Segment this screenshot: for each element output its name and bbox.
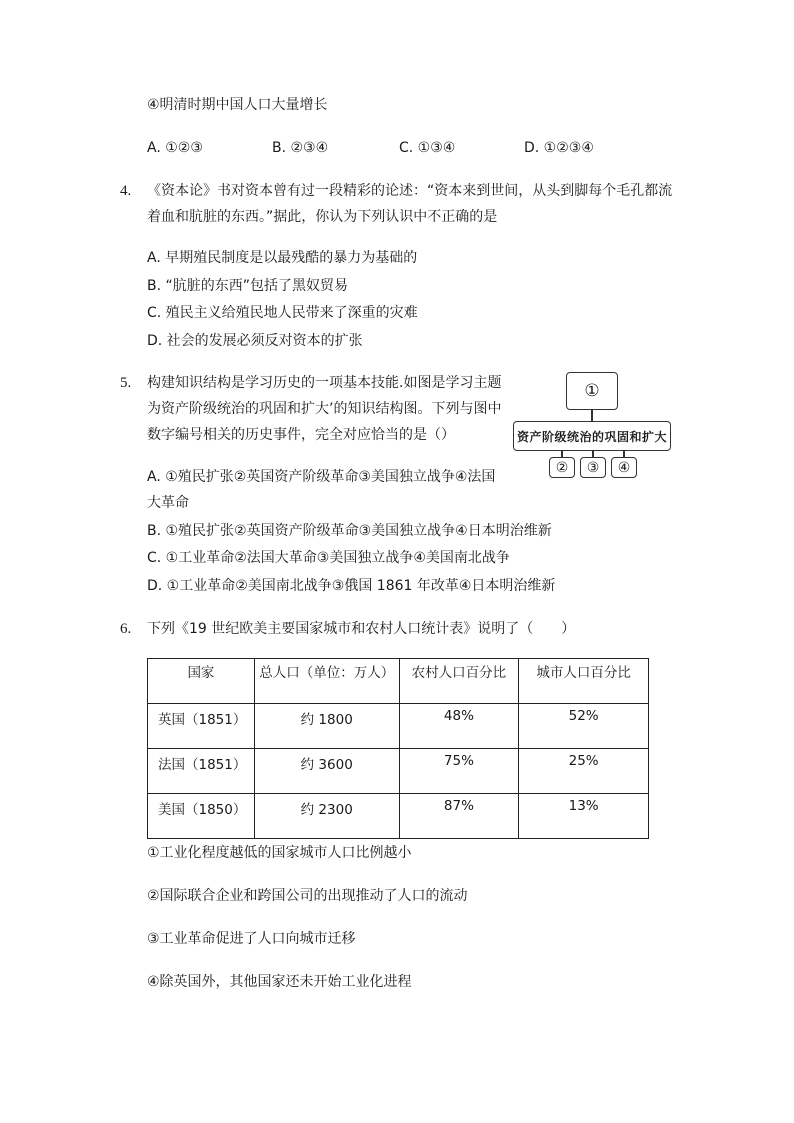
q3-item-4: ④明清时期中国人口大量增长 xyxy=(147,97,328,113)
population-table xyxy=(147,658,649,839)
table-cell: 87% xyxy=(399,794,519,839)
q6-number: 6. xyxy=(120,621,132,637)
table-row xyxy=(148,749,649,794)
q5-option-b[interactable]: B. ①殖民扩张②英国资产阶级革命③美国独立战争④日本明治维新 xyxy=(147,523,552,539)
q5-option-c[interactable]: C. ①工业革命②法国大革命③美国独立战争④美国南北战争 xyxy=(147,550,510,566)
q4-number: 4. xyxy=(120,183,132,199)
diagram-box-2: ② xyxy=(549,457,575,478)
q6-statement-1: ①工业化程度越低的国家城市人口比例越小 xyxy=(147,845,412,861)
q5-option-a-line1[interactable]: A. ①殖民扩张②英国资产阶级革命③美国独立战争④法国 xyxy=(147,469,496,485)
table-header-total: 总人口（单位：万人） xyxy=(254,659,399,704)
table-cell: 法国（1851） xyxy=(148,749,255,794)
q5-stem-line3: 数字编号相关的历史事件，完全对应恰当的是（） xyxy=(147,427,455,443)
table-cell: 约 1800 xyxy=(254,704,399,749)
q5-option-d[interactable]: D. ①工业革命②美国南北战争③俄国 1861 年改革④日本明治维新 xyxy=(147,578,556,594)
table-cell: 75% xyxy=(399,749,519,794)
q6-stem: 下列《19 世纪欧美主要国家城市和农村人口统计表》说明了（ ） xyxy=(147,621,576,637)
table-cell: 25% xyxy=(519,749,649,794)
q3-option-a[interactable]: A. ①②③ xyxy=(147,140,203,156)
table-row xyxy=(148,704,649,749)
table-cell: 美国（1850） xyxy=(148,794,255,839)
diagram-box-4: ④ xyxy=(611,457,637,478)
q5-stem-line2: 为资产阶级统治的巩固和扩大’的知识结构图。下列与图中 xyxy=(147,401,502,417)
table-cell: 约 2300 xyxy=(254,794,399,839)
table-header-rural: 农村人口百分比 xyxy=(399,659,519,704)
q3-option-d[interactable]: D. ①②③④ xyxy=(524,140,594,156)
q5-number: 5. xyxy=(120,375,132,391)
q4-stem-line1: 《资本论》书对资本曾有过一段精彩的论述：“资本来到世间，从头到脚每个毛孔都流 xyxy=(147,183,673,199)
table-header-urban: 城市人口百分比 xyxy=(519,659,649,704)
table-row xyxy=(148,794,649,839)
q6-statement-4: ④除英国外，其他国家还未开始工业化进程 xyxy=(147,974,412,990)
diagram-box-3: ③ xyxy=(580,457,606,478)
table-cell: 52% xyxy=(519,704,649,749)
knowledge-structure-diagram xyxy=(511,370,673,480)
q5-stem-line1: 构建知识结构是学习历史的一项基本技能.如图是学习主题 xyxy=(147,375,502,391)
q4-option-c[interactable]: C. 殖民主义给殖民地人民带来了深重的灾难 xyxy=(147,305,418,321)
q6-statement-2: ②国际联合企业和跨国公司的出现推动了人口的流动 xyxy=(147,888,468,904)
table-cell: 约 3600 xyxy=(254,749,399,794)
q4-option-d[interactable]: D. 社会的发展必须反对资本的扩张 xyxy=(147,333,363,349)
table-cell: 48% xyxy=(399,704,519,749)
table-cell: 英国（1851） xyxy=(148,704,255,749)
table-header-country: 国家 xyxy=(148,659,255,704)
diagram-box-theme: 资产阶级统治的巩固和扩大 xyxy=(513,421,671,451)
q5-option-a-line2[interactable]: 大革命 xyxy=(147,495,189,511)
table-cell: 13% xyxy=(519,794,649,839)
q4-option-b[interactable]: B. “肮脏的东西”包括了黑奴贸易 xyxy=(147,278,349,294)
q4-option-a[interactable]: A. 早期殖民制度是以最残酷的暴力为基础的 xyxy=(147,250,418,266)
diagram-box-1: ① xyxy=(566,372,618,410)
q3-option-c[interactable]: C. ①③④ xyxy=(399,140,456,156)
diagram-connector-top xyxy=(591,410,593,421)
q6-statement-3: ③工业革命促进了人口向城市迁移 xyxy=(147,931,356,947)
q3-option-b[interactable]: B. ②③④ xyxy=(272,140,329,156)
q4-stem-line2: 着血和肮脏的东西。”据此，你认为下列认识中不正确的是 xyxy=(147,209,498,225)
table-header-row xyxy=(148,659,649,704)
